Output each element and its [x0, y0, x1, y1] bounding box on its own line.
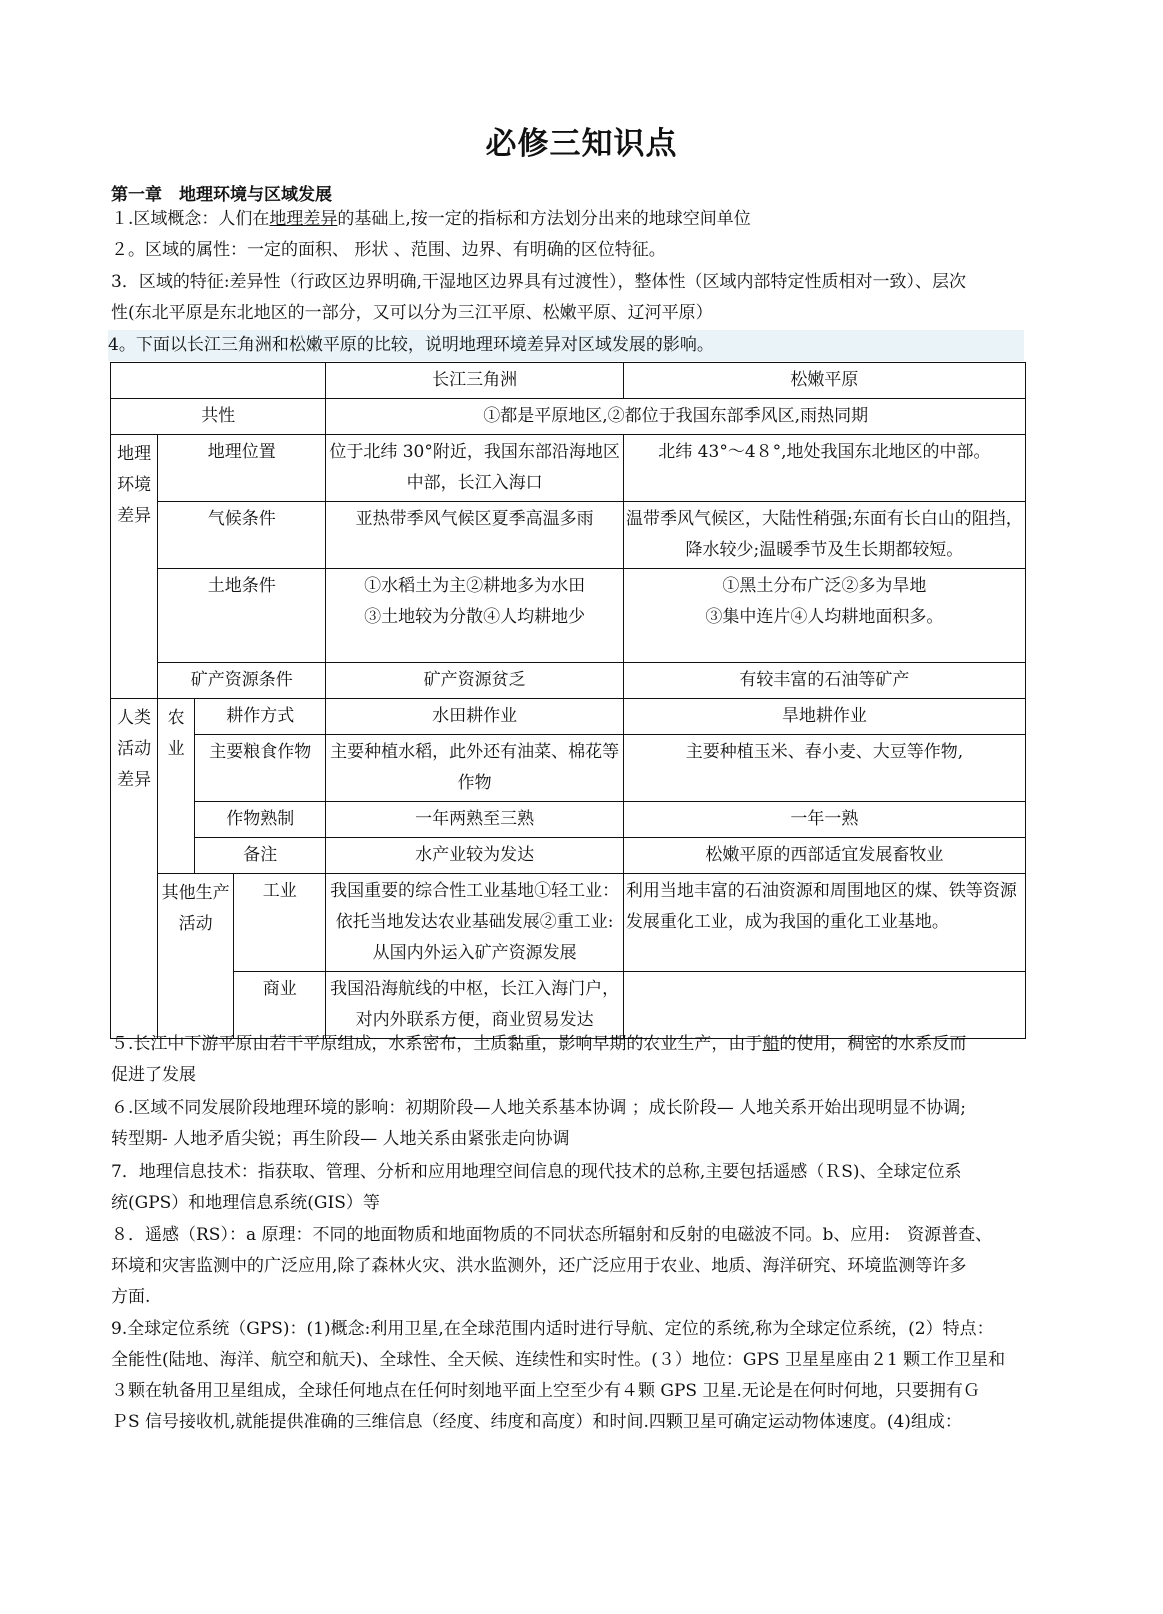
table-row [111, 663, 1026, 699]
paragraph-7-line-1: 7．地理信息技术：指获取、管理、分析和应用地理空间信息的现代技术的总称,主要包括遥感（ＲS)、全球定位系 [111, 1162, 962, 1182]
cell-b: 北纬 43°～4８°,地处我国东北地区的中部。 [623, 435, 1025, 502]
row-label: 主要粮食作物 [195, 735, 326, 802]
header-col-b: 松嫩平原 [623, 363, 1025, 399]
row-label: 作物熟制 [195, 802, 326, 838]
paragraph-5-line-1: ５.长江中下游平原由若干平原组成，水系密布，土质黏重，影响早期的农业生产，由于船的使用，稠密的水系反而 [111, 1034, 967, 1054]
cell-b: 有较丰富的石油等矿产 [623, 663, 1025, 699]
paragraph-3-line-1: 3．区域的特征:差异性（行政区边界明确,干湿地区边界具有过渡性），整体性（区域内部特定性质相对一致）、层次 [111, 272, 966, 292]
cell-b: ①黑土分布广泛②多为旱地 ③集中连片④人均耕地面积多。 [623, 569, 1025, 663]
row-label: 耕作方式 [195, 699, 326, 735]
cell-b: 松嫩平原的西部适宜发展畜牧业 [623, 838, 1025, 874]
paragraph-1: １.区域概念：人们在地理差异的基础上,按一定的指标和方法划分出来的地球空间单位 [111, 209, 751, 229]
paragraph-6-line-1: ６.区域不同发展阶段地理环境的影响：初期阶段—人地关系基本协调 ；成长阶段— 人地关系开始出现明显不协调; [111, 1098, 966, 1118]
table-row [111, 838, 1026, 874]
agri-group-label: 农业 [158, 699, 195, 874]
cell-b: 主要种植玉米、春小麦、大豆等作物, [623, 735, 1025, 802]
paragraph-9-line-3: ３颗在轨备用卫星组成，全球任何地点在任何时刻地平面上空至少有４颗 GPS 卫星.无论是在何时何地，只要拥有Ｇ [111, 1381, 980, 1401]
common-label: 共性 [111, 399, 326, 435]
table-cell-blank [111, 363, 326, 399]
chapter-heading: 第一章 地理环境与区域发展 [111, 185, 332, 205]
cell-a: 水产业较为发达 [326, 838, 623, 874]
cell-b: 利用当地丰富的石油资源和周围地区的煤、铁等资源发展重化工业，成为我国的重化工业基地。 [623, 874, 1025, 972]
paragraph-8-line-3: 方面. [111, 1287, 151, 1307]
underlined-term: 船 [762, 1034, 780, 1054]
paragraph-6-line-2: 转型期- 人地矛盾尖锐；再生阶段— 人地关系由紧张走向协调 [111, 1129, 570, 1149]
cell-a: 亚热带季风气候区夏季高温多雨 [326, 502, 623, 569]
paragraph-5-line-2: 促进了发展 [111, 1065, 196, 1085]
paragraph-7-line-2: 统(GPS）和地理信息系统(GIS）等 [111, 1193, 380, 1213]
cell-a: 我国重要的综合性工业基地①轻工业：依托当地发达农业基础发展②重工业:从国内外运入矿产资源发展 [326, 874, 623, 972]
underlined-term: 地理差异 [269, 209, 338, 229]
cell-b: 旱地耕作业 [623, 699, 1025, 735]
paragraph-4-highlighted: 4。下面以长江三角洲和松嫩平原的比较，说明地理环境差异对区域发展的影响。 [108, 330, 1024, 361]
row-label: 工业 [234, 874, 326, 972]
cell-a: 我国沿海航线的中枢，长江入海门户，对内外联系方便，商业贸易发达 [326, 972, 623, 1039]
table-row [111, 399, 1026, 435]
cell-a: 主要种植水稻，此外还有油菜、棉花等作物 [326, 735, 623, 802]
header-col-a: 长江三角洲 [326, 363, 623, 399]
human-group-label: 人类活动差异 [111, 699, 158, 1039]
cell-a: 位于北纬 30°附近，我国东部沿海地区中部，长江入海口 [326, 435, 623, 502]
comparison-table [110, 362, 1026, 1039]
paragraph-2: ２。区域的属性：一定的面积、 形状 、范围、边界、有明确的区位特征。 [111, 240, 666, 260]
table-row [111, 569, 1026, 663]
row-label: 商业 [234, 972, 326, 1039]
table-row [111, 435, 1026, 502]
row-label: 气候条件 [158, 502, 326, 569]
cell-b: 一年一熟 [623, 802, 1025, 838]
env-group-label: 地理环境差异 [111, 435, 158, 699]
other-group-label: 其他生产活动 [158, 874, 234, 1039]
cell-a: ①水稻土为主②耕地多为水田 ③土地较为分散④人均耕地少 [326, 569, 623, 663]
cell-a: 一年两熟至三熟 [326, 802, 623, 838]
row-label: 备注 [195, 838, 326, 874]
paragraph-8-line-1: ８．遥感（RS）：a 原理：不同的地面物质和地面物质的不同状态所辐射和反射的电磁波不同。b、应用: 资源普查、 [111, 1225, 993, 1245]
table-row [111, 802, 1026, 838]
table-row [111, 502, 1026, 569]
paragraph-9-line-1: 9.全球定位系统（GPS)：(1)概念:利用卫星,在全球范围内适时进行导航、定位的系统,称为全球定位系统，(2）特点： [111, 1319, 994, 1339]
row-label: 土地条件 [158, 569, 326, 663]
paragraph-3-line-2: 性(东北平原是东北地区的一部分，又可以分为三江平原、松嫩平原、辽河平原） [111, 303, 713, 323]
common-value: ①都是平原地区,②都位于我国东部季风区,雨热同期 [326, 399, 1026, 435]
paragraph-9-line-2: 全能性(陆地、海洋、航空和航天)、全球性、全天候、连续性和实时性。(３）地位：GPS 卫星星座由２1 颗工作卫星和 [111, 1350, 1006, 1370]
table-row [111, 363, 1026, 399]
table-row [111, 699, 1026, 735]
table-row [111, 874, 1026, 972]
row-label: 地理位置 [158, 435, 326, 502]
cell-a: 水田耕作业 [326, 699, 623, 735]
paragraph-8-line-2: 环境和灾害监测中的广泛应用,除了森林火灾、洪水监测外，还广泛应用于农业、地质、海洋研究、环境监测等许多 [111, 1256, 967, 1276]
cell-a: 矿产资源贫乏 [326, 663, 623, 699]
paragraph-9-line-4: ＰS 信号接收机,就能提供准确的三维信息（经度、纬度和高度）和时间.四颗卫星可确定运动物体速度。(4)组成： [111, 1412, 962, 1432]
table-row [111, 735, 1026, 802]
page-title: 必修三知识点 [485, 126, 678, 162]
row-label: 矿产资源条件 [158, 663, 326, 699]
cell-b: 温带季风气候区，大陆性稍强;东面有长白山的阻挡，降水较少;温暖季节及生长期都较短。 [623, 502, 1025, 569]
